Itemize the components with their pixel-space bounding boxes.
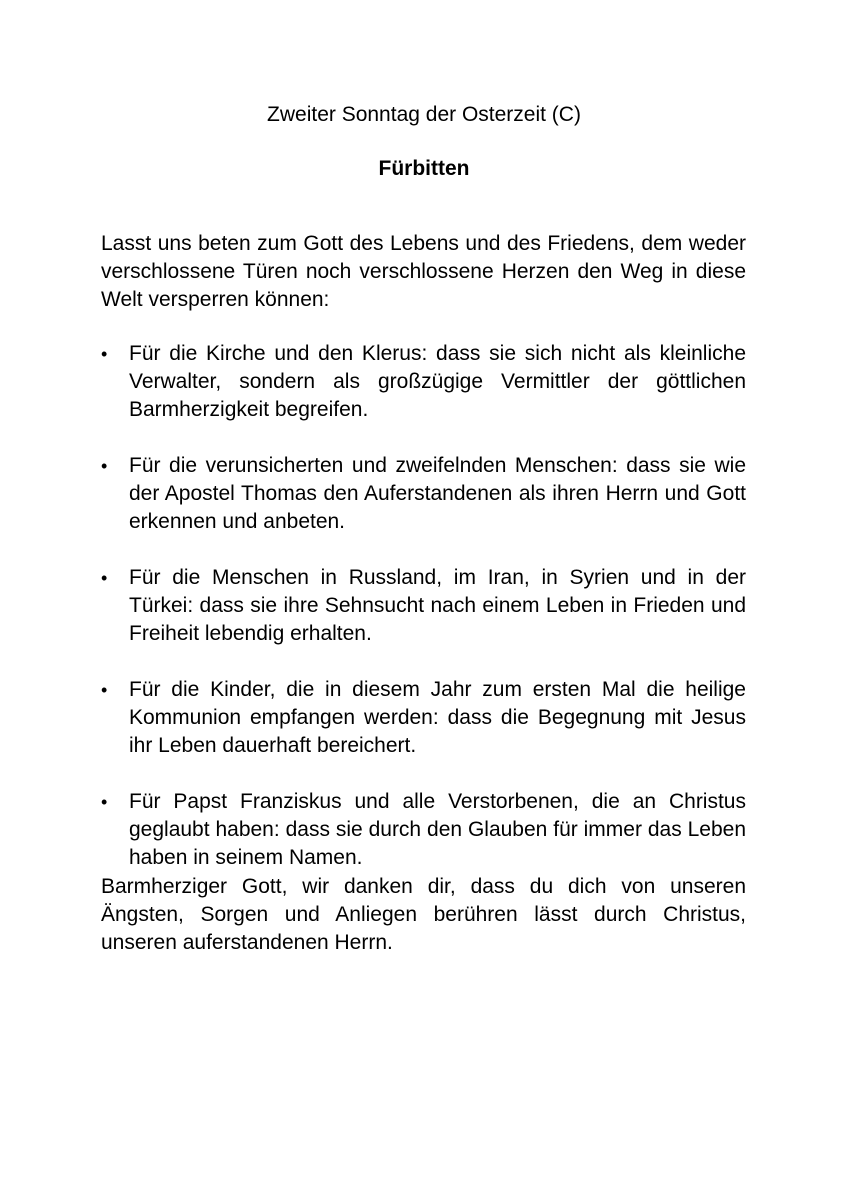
bullet-icon: • xyxy=(101,680,108,700)
petition-text: Für die verunsicherten und zweifelnden Menschen: dass sie wie der Apostel Thomas den Auferstandenen als ihren Herrn und Gott erkennen und anbeten. xyxy=(129,454,746,533)
petition-item xyxy=(101,452,746,536)
bullet-icon: • xyxy=(101,568,108,588)
petition-item xyxy=(101,676,746,760)
bullet-icon: • xyxy=(101,792,108,812)
petition-text: Für die Menschen in Russland, im Iran, in Syrien und in der Türkei: dass sie ihre Sehnsucht nach einem Leben in Frieden und Freiheit lebendig erhalten. xyxy=(129,566,746,645)
petition-item xyxy=(101,564,746,648)
petition-text: Für die Kirche und den Klerus: dass sie sich nicht als kleinliche Verwalter, sondern als großzügige Vermittler der göttlichen Barmherzigkeit begreifen. xyxy=(129,342,746,421)
bullet-icon: • xyxy=(101,344,108,364)
page-title: Zweiter Sonntag der Osterzeit (C) xyxy=(267,103,581,126)
petition-text: Für die Kinder, die in diesem Jahr zum ersten Mal die heilige Kommunion empfangen werden: dass die Begegnung mit Jesus ihr Leben dauerhaft bereichert. xyxy=(129,678,746,757)
section-heading: Fürbitten xyxy=(378,157,470,180)
intro-paragraph: Lasst uns beten zum Gott des Lebens und des Friedens, dem weder verschlossene Türen noch verschlossene Herzen den Weg in diese Welt versperren können: xyxy=(101,232,746,311)
closing-paragraph: Barmherziger Gott, wir danken dir, dass du dich von unseren Ängsten, Sorgen und Anliegen berühren lässt durch Christus, unseren auferstandenen Herrn. xyxy=(101,875,746,954)
petition-item xyxy=(101,788,746,872)
bullet-icon: • xyxy=(101,456,108,476)
petition-list xyxy=(101,340,746,900)
petition-item xyxy=(101,340,746,424)
petition-text: Für Papst Franziskus und alle Verstorbenen, die an Christus geglaubt haben: dass sie durch den Glauben für immer das Leben haben in seinem Namen. xyxy=(129,790,746,869)
